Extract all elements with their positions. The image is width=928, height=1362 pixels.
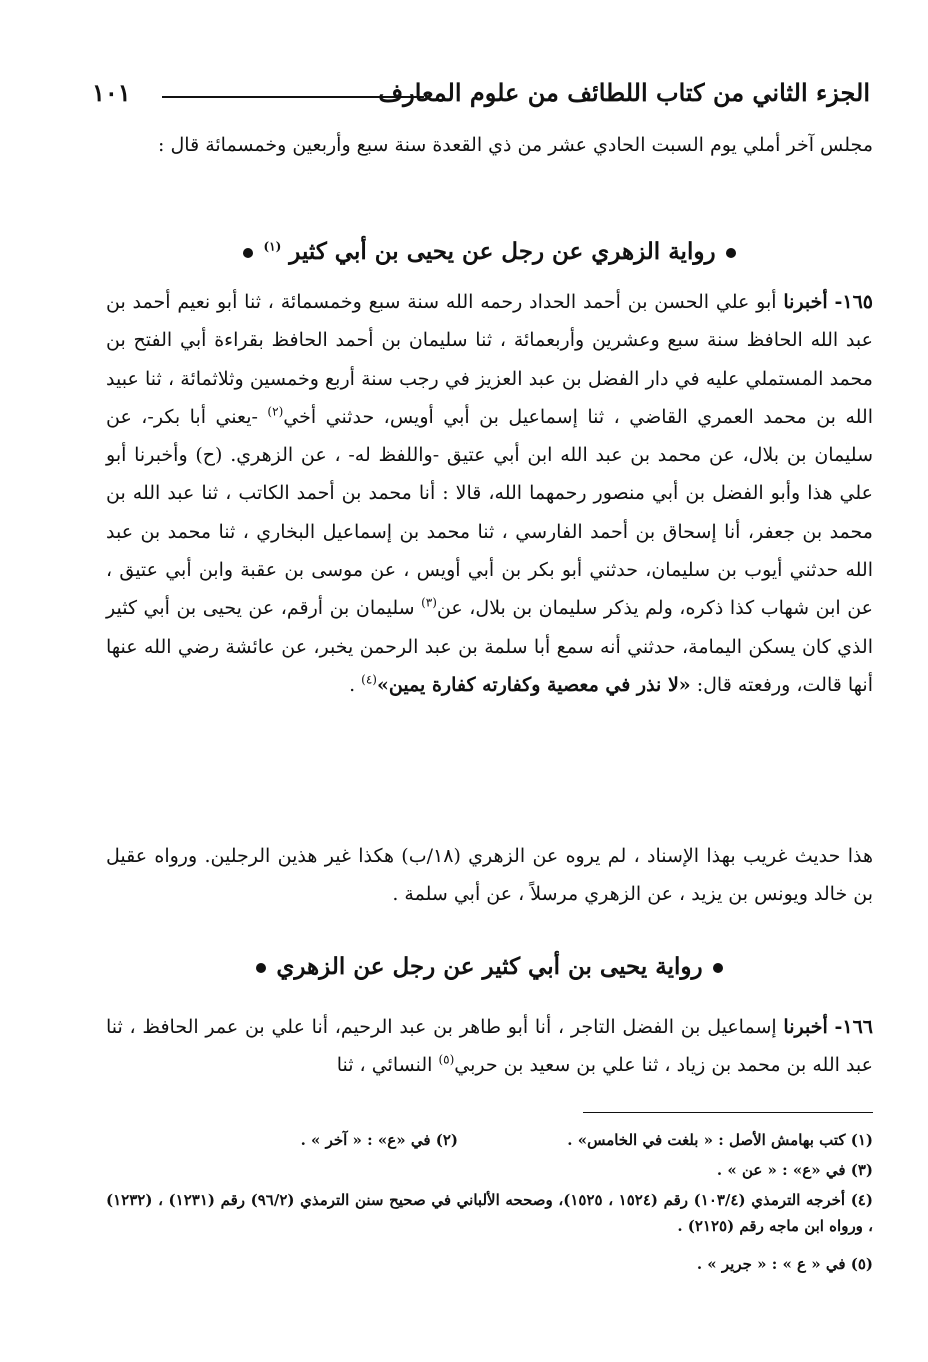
hadith-lead: أخبرنا (783, 291, 828, 313)
footnote-2: (٢) في «ع» : « آخر » . (300, 1131, 458, 1149)
hadith-text: سليمان بن أرقم، عن يحيى بن أبي كثير الذي كان يسكن اليمامة، حدثني أنه سمع أبا سلمة بن عبد الرحمن يخبر، عن عائشة رضي الله عنها أنها قالت، ورفعته قال: (106, 597, 873, 696)
hadith-text: أبو علي الحسن بن أحمد الحداد رحمه الله سنة سبع وخمسمائة ، ثنا أبو نعيم أحمد بن عبد الله الحافظ سنة سبع وعشرين وأربعمائة ، ثنا سليمان بن أحمد الحافظ بقراءة أبي الفتح بن محمد المستملي عليه في دار الفضل بن عبد العزيز في رجب سنة أربع وخمسين وثلاثمائة ، ثنا عبيد الله بن محمد العمري القاضي ، ثنا إسماعيل بن أبي أويس، حدثني أخي (106, 291, 873, 428)
footnote-4: (٤) أخرجه الترمذي (١٠٣/٤) رقم (١٥٢٤ ، ١٥٢٥)، وصححه الألباني في صحيح سنن الترمذي (٩٦/٢) رقم (١٢٣١) ، (١٢٣٢) ، ورواه ابن ماجه رقم (٢١٢٥) . (106, 1191, 873, 1235)
header-rule (162, 96, 424, 98)
section-heading-1 (106, 238, 873, 265)
footnote-ref: (٥) (438, 1052, 455, 1067)
bullet-icon (256, 963, 266, 973)
bullet-icon (713, 963, 723, 973)
footnote-ref: (٤) (361, 672, 377, 687)
footnote-1: (١) كتب بهامش الأصل : « بلغت في الخامس» . (567, 1131, 873, 1149)
commentary-paragraph: هذا حديث غريب بهذا الإسناد ، لم يروه عن الزهري (١٨/ب) هكذا غير هذين الرجلين. ورواه عقيل بن خالد ويونس بن يزيد ، عن الزهري مرسلاً ، عن أبي سلمة . (106, 845, 873, 906)
section-heading-2 (106, 953, 873, 980)
hadith-quote: «لا نذر في معصية وكفارته كفارة يمين» (376, 673, 691, 696)
hadith-165 (106, 283, 873, 704)
intro-paragraph: مجلس آخر أملي يوم السبت الحادي عشر من ذي القعدة سنة سبع وأربعين وخمسمائة قال : (158, 134, 873, 156)
hadith-lead: أخبرنا (783, 1016, 828, 1038)
hadith-number: ١٦٦- (834, 1016, 873, 1038)
hadith-text: النسائي ، ثنا (336, 1054, 433, 1077)
footnote-ref: (١) (263, 239, 282, 254)
footnote-3: (٣) في «ع» : « عن » . (716, 1161, 873, 1179)
running-header (92, 72, 870, 112)
heading-text: رواية يحيى بن أبي كثير عن رجل عن الزهري (276, 953, 703, 980)
footnote-ref: (٢) (267, 404, 284, 419)
hadith-166 (106, 1008, 873, 1085)
bullet-icon (726, 248, 736, 258)
header-title: الجزء الثاني من كتاب اللطائف من علوم المعارف (378, 78, 870, 107)
hadith-text: إسماعيل بن الفضل التاجر ، أنا أبو طاهر بن عبد الرحيم، أنا علي بن عمر الحافظ ، ثنا عبد الله بن محمد بن زياد ، ثنا علي بن سعيد بن حربي (106, 1016, 873, 1077)
hadith-text: -يعني أبا بكر-، عن سليمان بن بلال، عن محمد بن عبد الله ابن أبي عتيق -واللفظ له- ، عن الزهري. (ح) وأخبرنا أبو علي هذا وأبو الفضل بن أبي منصور رحمهما الله، قالا : أنا محمد بن أحمد الكاتب ، ثنا عبد الله بن محمد بن جعفر، أنا إسحاق بن أحمد الفارسي ، ثنا محمد بن إسماعيل البخاري ، ثنا محمد بن عبد الله حدثني أيوب بن سليمان، حدثني أبو بكر بن أبي أويس ، عن موسى بن عقبة وابن أبي عتيق ، عن ابن شهاب كذا ذكره، ولم يذكر سليمان بن بلال، عن (106, 405, 873, 620)
heading-text: رواية الزهري عن رجل عن يحيى بن أبي كثير (289, 238, 716, 265)
footnote-ref: (٣) (421, 596, 437, 611)
hadith-end: . (349, 673, 356, 696)
hadith-number: ١٦٥- (834, 291, 873, 313)
footnote-rule (583, 1112, 873, 1113)
page-number: ١٠١ (92, 78, 131, 107)
bullet-icon (243, 248, 253, 258)
footnote-5: (٥) في « ع » : « جرير » . (696, 1255, 873, 1273)
